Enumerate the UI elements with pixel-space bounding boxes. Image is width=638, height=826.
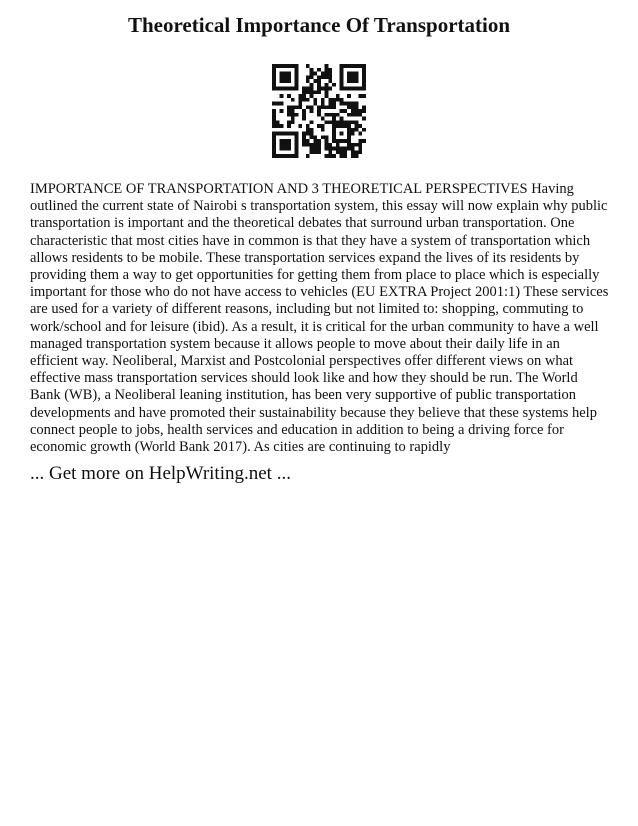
qr-code-icon bbox=[272, 64, 366, 158]
get-more-link[interactable]: ... Get more on HelpWriting.net ... bbox=[30, 463, 291, 484]
document-body: IMPORTANCE OF TRANSPORTATION AND 3 THEORETICAL PERSPECTIVES Having outlined the current state of Nairobi s transportation system, this essay will now explain why public transportation is important and the theoretical debates that surround urban transportation. One characteristic that most cities have in common is that they have a system of transportation which allows residents to be mobile. These transportation services expand the lives of its residents by providing them a way to get opportunities for getting them from place to place which is especially important for those who do not have access to vehicles (EU EXTRA Project 2001:1) These services are used for a variety of different reasons, including but not limited to: shopping, commuting to work/school and for leisure (ibid). As a result, it is critical for the urban community to have a well managed transportation system because it allows people to move about their daily life in an efficient way. Neoliberal, Marxist and Postcolonial perspectives offer different views on what effective mass transportation services should look like and how they should be run. The World Bank (WB), a Neoliberal leaning institution, has been very supportive of public transportation developments and have promoted their sustainability because they believe that these systems help connect people to jobs, health services and education in addition to being a driving force for economic growth (World Bank 2017). As cities are continuing to rapidly bbox=[30, 181, 609, 456]
qr-code-graphic bbox=[272, 64, 366, 158]
document-title: Theoretical Importance Of Transportation bbox=[127, 13, 511, 37]
